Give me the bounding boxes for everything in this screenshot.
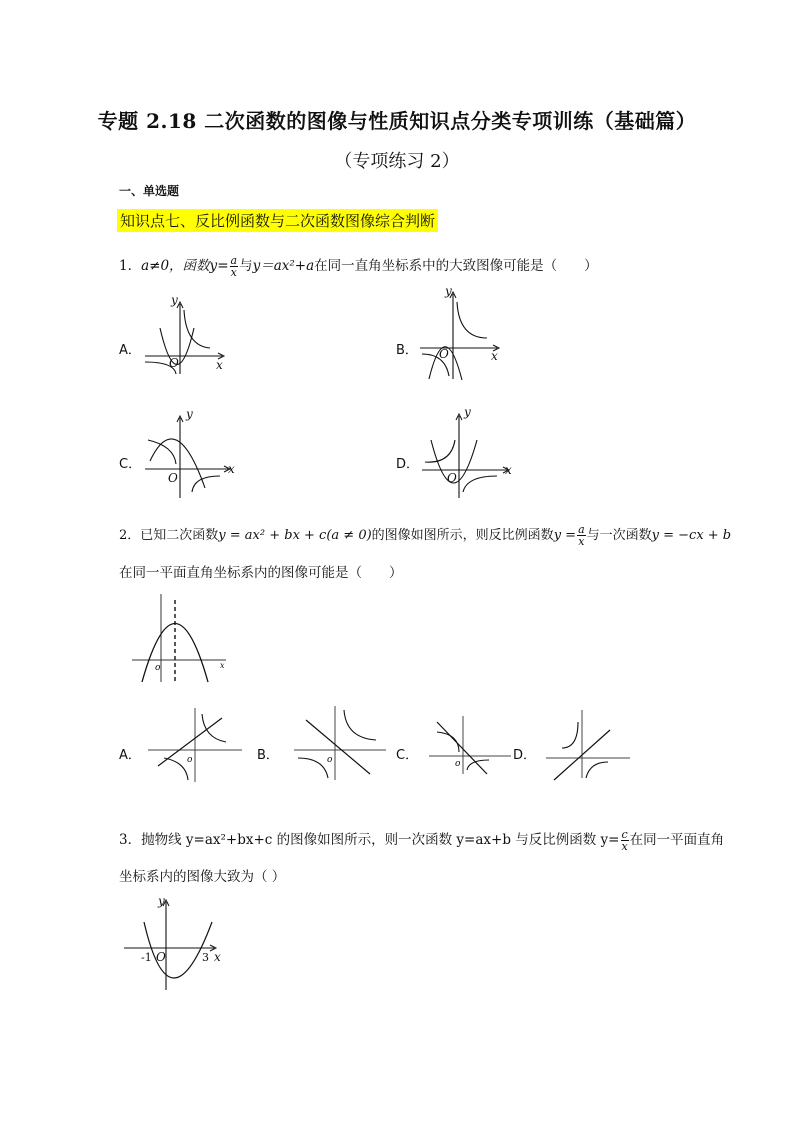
q3-origin: O (156, 950, 166, 964)
section-heading: 一、单选题 (119, 184, 180, 198)
q3-fraction (621, 829, 629, 852)
knowledge-point-highlight: 知识点七、反比例函数与二次函数图像综合判断 (117, 209, 438, 232)
q1-number: 1． (119, 258, 142, 274)
question-3 (119, 828, 724, 852)
q1-mid: 与 (239, 258, 253, 274)
q2-graph-c (425, 712, 515, 777)
q1-y: y (209, 258, 218, 274)
q2-option-a[interactable]: A． (119, 748, 141, 763)
q1a-x-label: x (216, 358, 223, 372)
q3-x-label: x (214, 950, 221, 964)
page-subtitle: （专项练习 2） (334, 151, 460, 172)
q2b-origin: o (327, 755, 333, 765)
question-2 (119, 524, 731, 547)
q1a-origin: O (169, 356, 179, 370)
q2-mid: 的图像如图所示，则反比例函数 (371, 528, 554, 543)
q2-x-label: x (220, 661, 225, 670)
q1-frac-num: a (230, 254, 238, 267)
q2a-origin: o (187, 755, 193, 765)
q2-expr: y = ax² + bx + c(a ≠ 0) (218, 528, 372, 543)
q3-label-3: 3 (202, 951, 209, 964)
q2-graph-a (144, 704, 246, 784)
q1d-y-label: y (464, 405, 471, 419)
q1c-y-label: y (186, 407, 193, 421)
q1c-x-label: x (228, 462, 235, 476)
q1b-origin: O (439, 347, 449, 361)
q2c-origin: o (455, 759, 461, 769)
q1-eq: = (217, 258, 229, 274)
q2-y-eq: y = (553, 528, 577, 543)
q2-option-c[interactable]: C． (396, 748, 419, 763)
q3-number: 3． (119, 832, 142, 848)
q1-option-b[interactable]: B． (396, 343, 418, 358)
question-2-line2: 在同一平面直角坐标系内的图像可能是（ ） (119, 565, 403, 581)
q1-graph-a (140, 293, 235, 376)
q1-frac-den: x (230, 266, 237, 279)
q2-origin: o (155, 663, 161, 673)
q1-graph-b (417, 284, 512, 384)
q1-cond: a≠0，函数 (141, 258, 210, 274)
q3-y-label: y (158, 894, 165, 908)
q2-option-b[interactable]: B． (257, 748, 279, 763)
q1d-origin: O (447, 471, 457, 485)
q1-option-c[interactable]: C． (119, 457, 142, 472)
q3-frac-den: x (621, 840, 628, 853)
q1c-origin: O (168, 471, 178, 485)
q3-text: 抛物线 y=ax²+bx+c 的图像如图所示，则一次函数 y=ax+b 与反比例函数 y= (141, 832, 620, 848)
q1b-x-label: x (491, 349, 498, 363)
q1-option-a[interactable]: A． (119, 343, 141, 358)
q1-expr: y＝ax²+a (252, 258, 315, 274)
page-title: 专题 2.18 二次函数的图像与性质知识点分类专项训练（基础篇） (97, 109, 697, 133)
q1-option-d[interactable]: D． (396, 457, 420, 472)
q1-graph-c (140, 406, 240, 501)
q1a-y-label: y (171, 293, 178, 307)
q1b-y-label: y (445, 284, 452, 298)
q2-linear: y = −cx + b (651, 528, 732, 543)
q2-number: 2． (119, 528, 141, 543)
q2-fraction (577, 524, 586, 547)
q1-fraction (230, 255, 239, 278)
q2-mid2: 与一次函数 (586, 528, 652, 543)
q2-frac-den: x (578, 535, 585, 548)
q2-graph-b (290, 702, 390, 782)
q2-graph-d (544, 706, 634, 781)
question-3-line2: 坐标系内的图像大致为（ ） (119, 869, 286, 885)
q1d-x-label: x (505, 463, 512, 477)
q2-frac-num: a (578, 523, 585, 536)
q1-graph-d (417, 406, 517, 501)
q2-lead: 已知二次函数 (140, 528, 219, 543)
q3-parabola-graph (122, 894, 232, 994)
q3-label-neg1: -1 (141, 951, 152, 964)
q3-rest: 在同一平面直角 (629, 832, 725, 848)
q3-frac-num: c (621, 828, 628, 841)
question-1 (119, 254, 598, 278)
q2-option-d[interactable]: D． (513, 748, 537, 763)
q1-rest: 在同一直角坐标系中的大致图像可能是（ ） (314, 258, 598, 274)
q2-parabola-graph (128, 590, 233, 685)
